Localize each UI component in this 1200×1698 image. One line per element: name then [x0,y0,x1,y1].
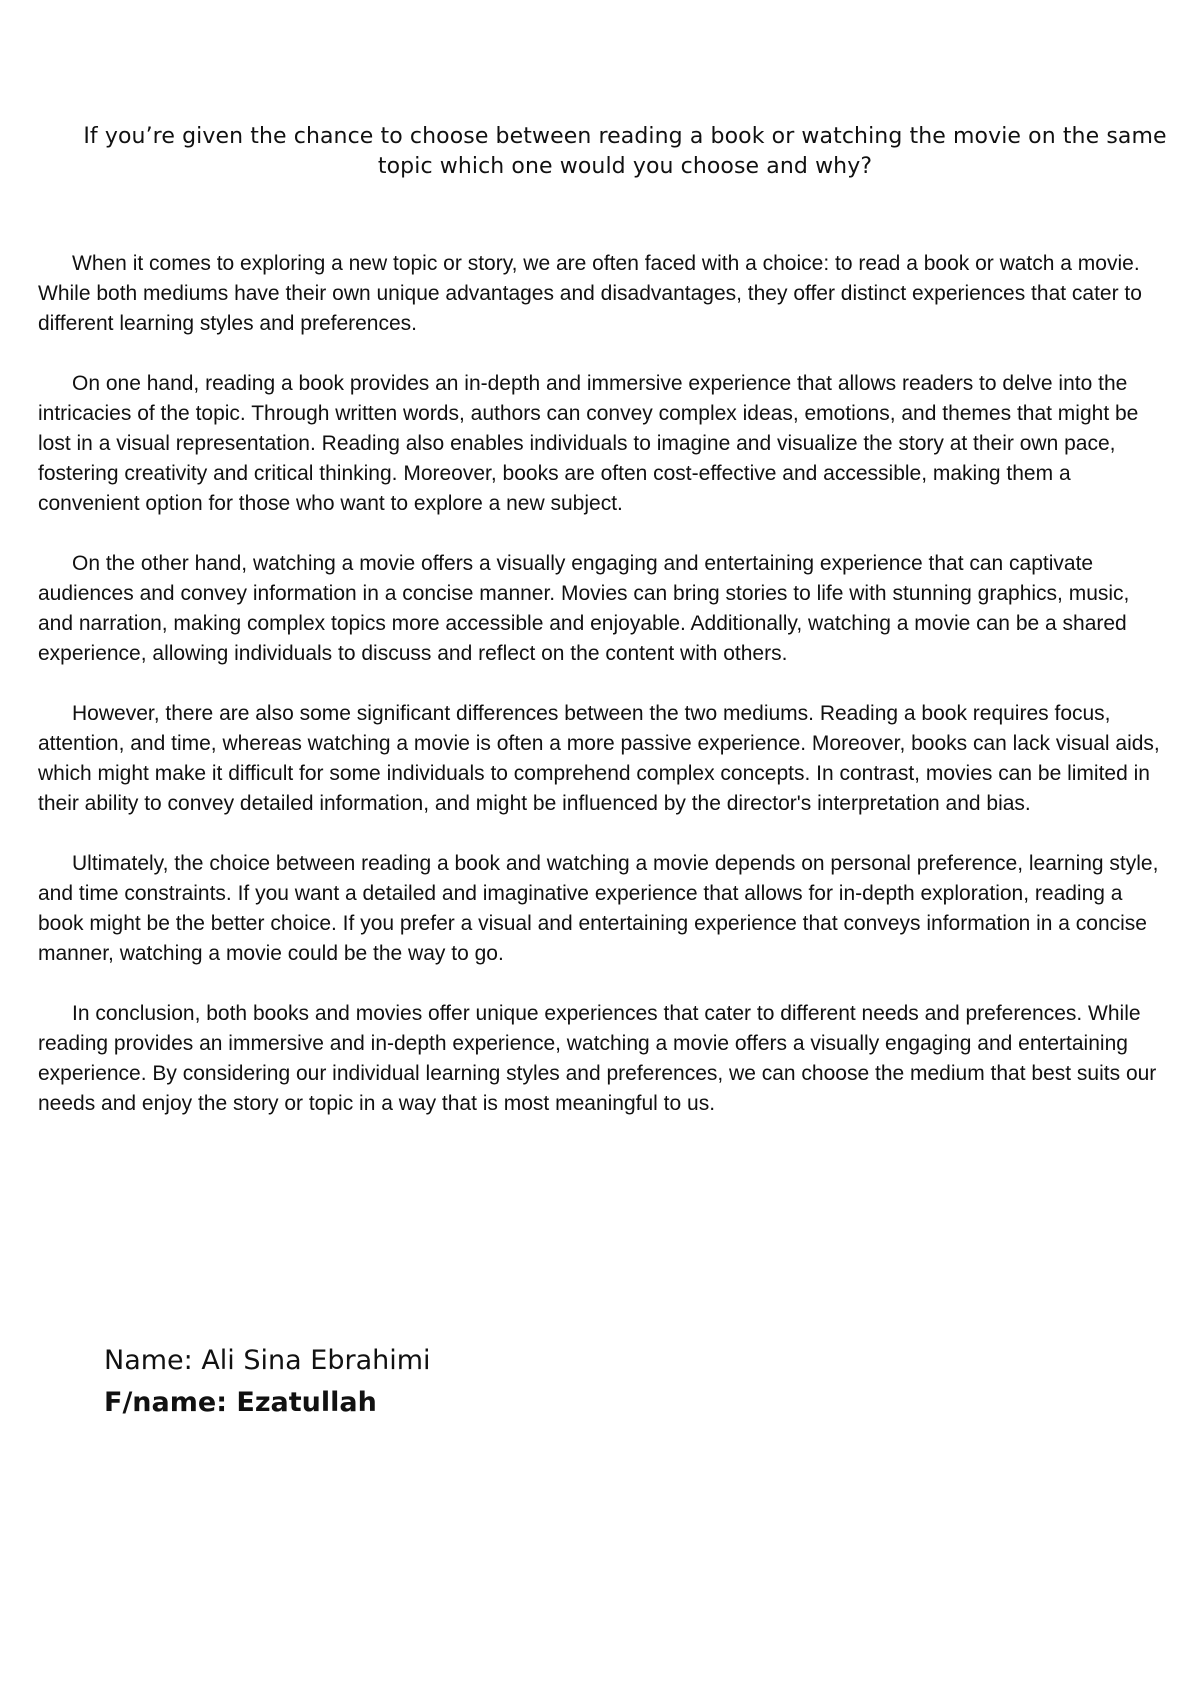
paragraph-reading: On one hand, reading a book provides an in-depth and immersive experience that allows readers to delve into the intricacies of the topic. Through written words, authors can convey complex ideas, emotions, and themes that might be lost in a visual representation. Reading also enables individuals to imagine and visualize the story at their own pace, fostering creativity and critical thinking. Moreover, books are often cost-effective and accessible, making them a convenient option for those who want to explore a new subject. [38,372,1139,515]
paragraph-differences: However, there are also some significant differences between the two mediums. Reading a book requires focus, attention, and time, whereas watching a movie is often a more passive experience. Moreover, books can lack visual aids, which might make it difficult for some individuals to comprehend complex concepts. In contrast, movies can be limited in their ability to convey detailed information, and might be influenced by the director's interpretation and bias. [38,702,1160,815]
paragraph-intro: When it comes to exploring a new topic or story, we are often faced with a choice: to read a book or watch a movie. While both mediums have their own unique advantages and disadvantages, they offer distinct experiences that cater to different learning styles and preferences. [38,252,1142,335]
author-father-name: F/name: Ezatullah [104,1387,377,1418]
paragraph-conclusion: In conclusion, both books and movies offer unique experiences that cater to different needs and preferences. While reading provides an immersive and in-depth experience, watching a movie offers a visually engaging and entertaining experience. By considering our individual learning styles and preferences, we can choose the medium that best suits our needs and enjoy the story or topic in a way that is most meaningful to us. [38,1002,1157,1115]
paragraph-movie: On the other hand, watching a movie offers a visually engaging and entertaining experience that can captivate audiences and convey information in a concise manner. Movies can bring stories to life with stunning graphics, music, and narration, making complex topics more accessible and enjoyable. Additionally, watching a movie can be a shared experience, allowing individuals to discuss and reflect on the content with others. [38,552,1130,665]
author-name: Name: Ali Sina Ebrahimi [104,1345,431,1376]
signature-block [104,1340,431,1424]
essay-question: If you’re given the chance to choose between reading a book or watching the movie on the same topic which one would you choose and why? [83,124,1167,179]
essay-body [38,249,1170,1149]
paragraph-ultimately: Ultimately, the choice between reading a book and watching a movie depends on personal preference, learning style, and time constraints. If you want a detailed and imaginative experience that allows for in-depth exploration, reading a book might be the better choice. If you prefer a visual and entertaining experience that conveys information in a concise manner, watching a movie could be the way to go. [38,852,1159,965]
